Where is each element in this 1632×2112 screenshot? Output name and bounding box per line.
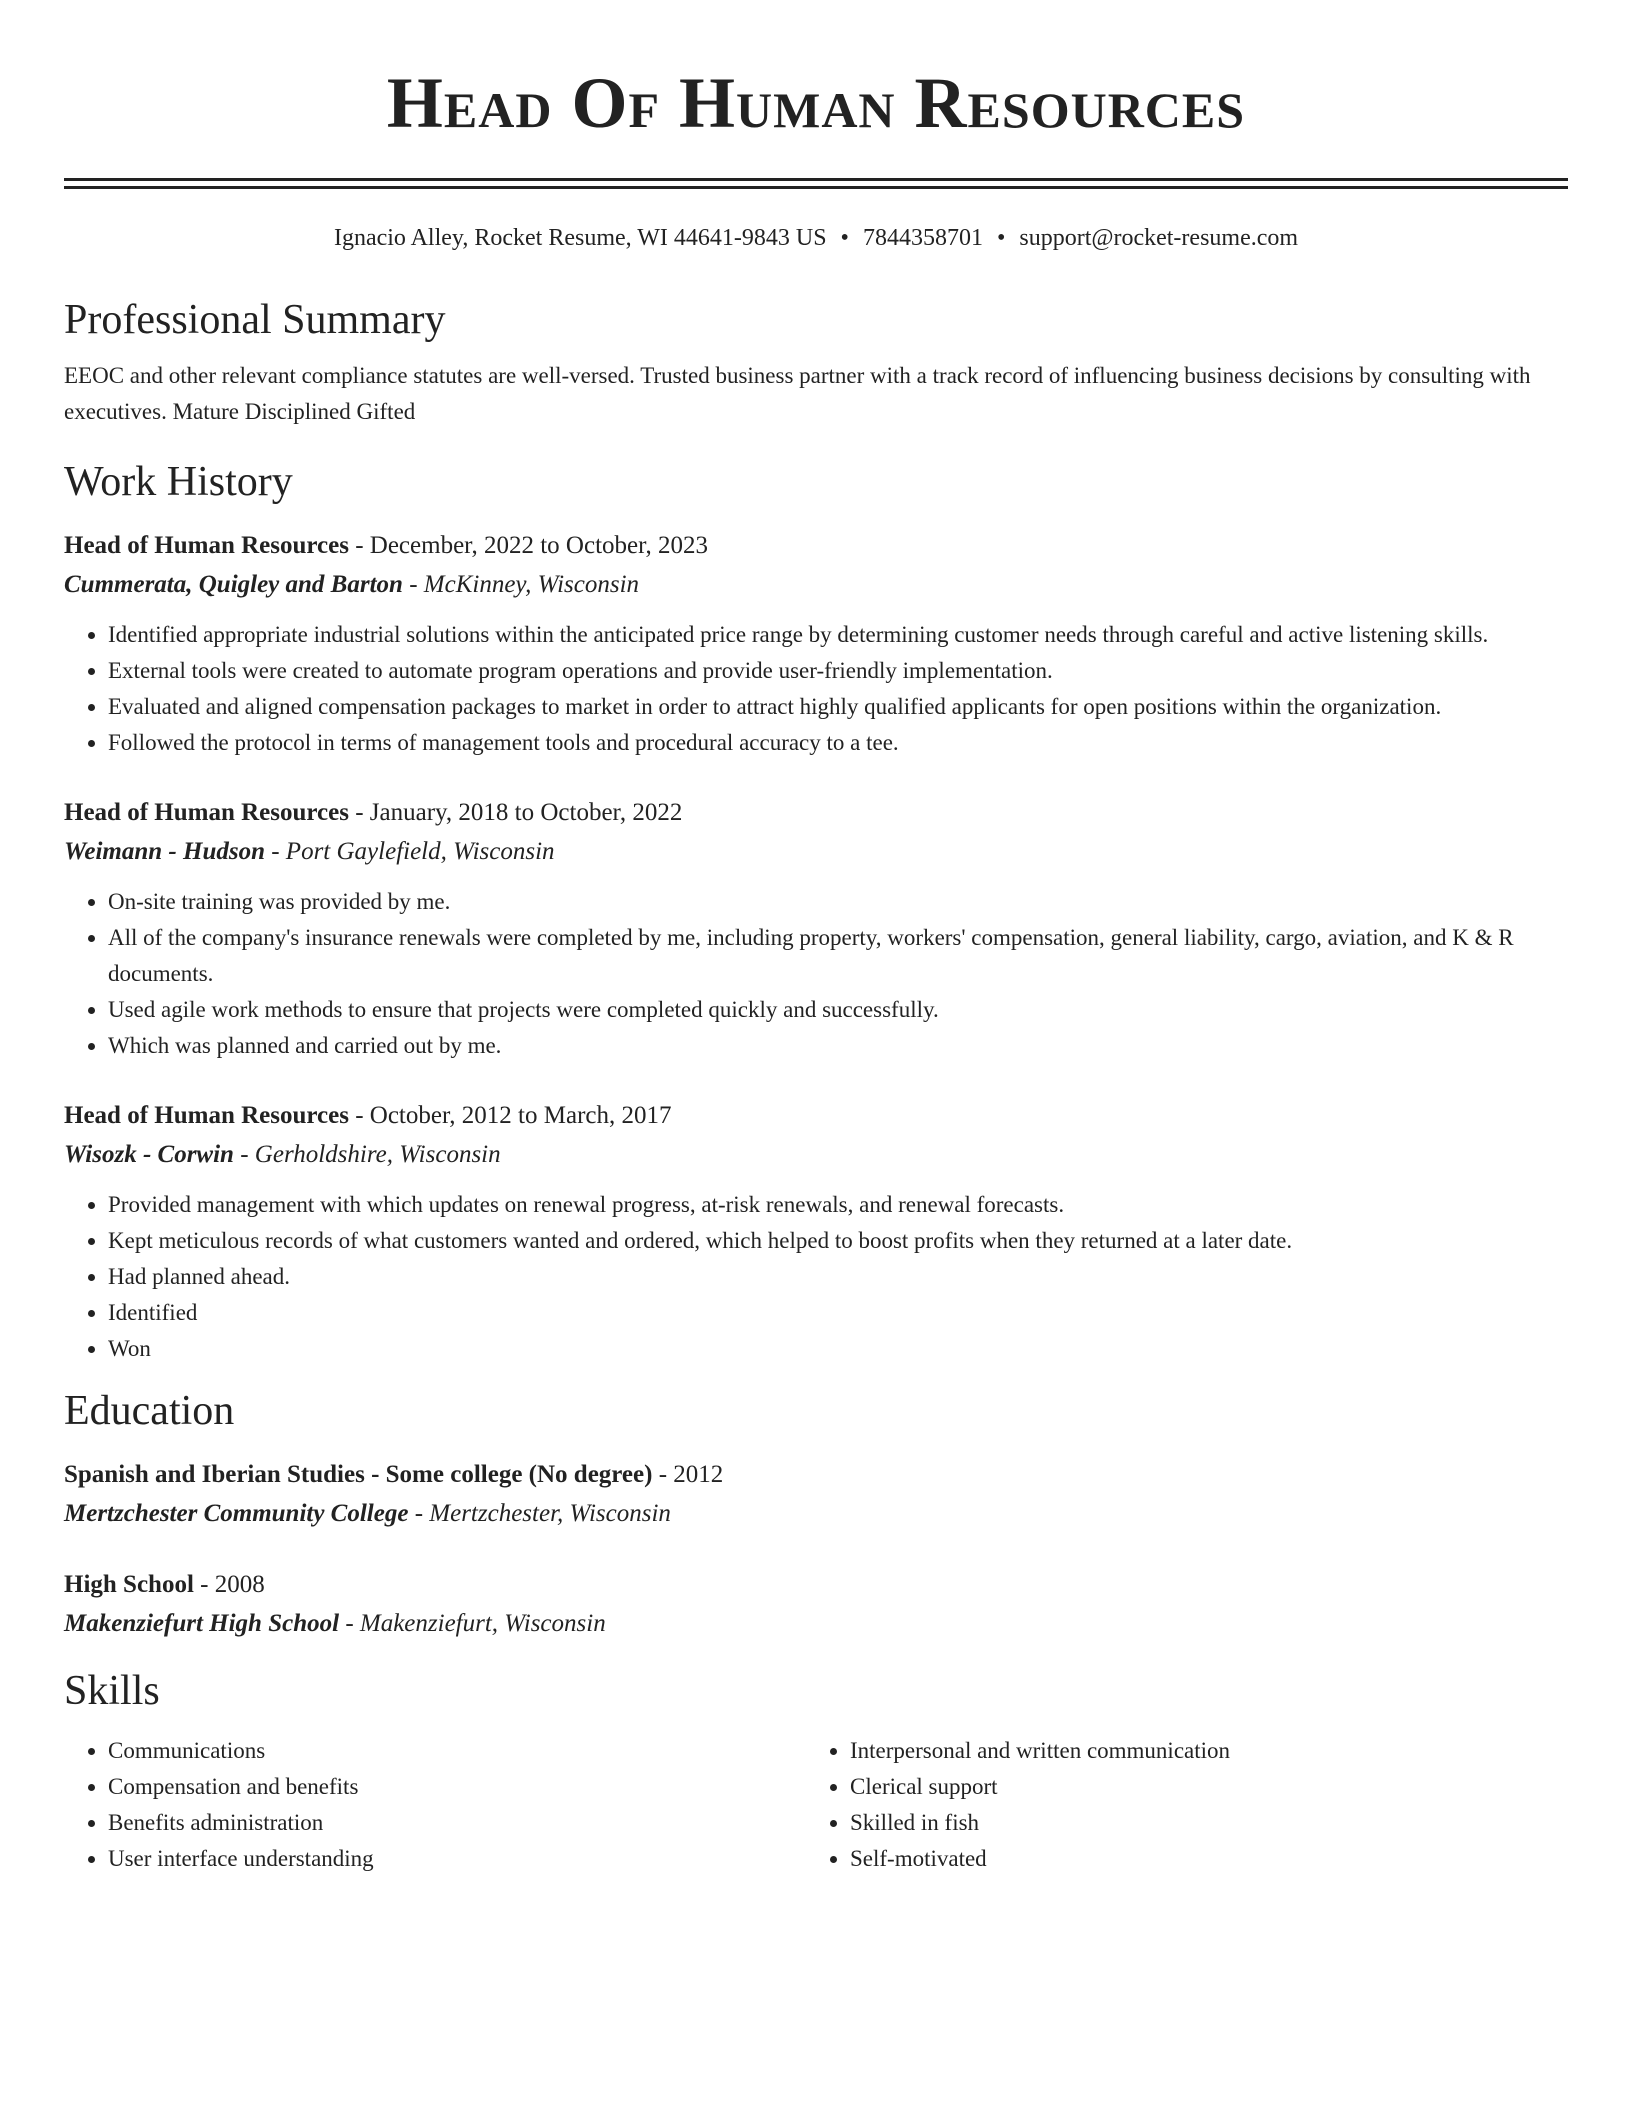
school-line (64, 1494, 1568, 1533)
job-entry (64, 793, 1568, 1064)
skill-item: • Skilled in fish (850, 1805, 1548, 1841)
list-item: • On-site training was provided by me. (108, 884, 1568, 920)
summary-heading: Professional Summary (64, 297, 446, 343)
work-history-section (64, 456, 1568, 1367)
school-line (64, 1604, 1568, 1643)
skill-item: • User interface understanding (108, 1841, 806, 1877)
job-title-line (64, 1096, 1568, 1135)
list-item: • Won (108, 1331, 1568, 1367)
degree-line (64, 1565, 1568, 1604)
job-dates: - December, 2022 to October, 2023 (348, 532, 708, 559)
list-item: • Identified appropriate industrial solutions within the anticipated price range by determining customer needs through careful and active listening skills. (108, 617, 1568, 653)
job-title-line (64, 793, 1568, 832)
job-dates: - January, 2018 to October, 2022 (348, 799, 683, 826)
degree-year: - 2008 (193, 1571, 265, 1598)
skill-item: • Self-motivated (850, 1841, 1548, 1877)
list-item: • Used agile work methods to ensure that projects were completed quickly and successfully. (108, 992, 1568, 1028)
job-dates: - October, 2012 to March, 2017 (348, 1102, 672, 1129)
job-bullets (64, 1187, 1568, 1367)
education-section (64, 1385, 1568, 1643)
education-entry (64, 1455, 1568, 1533)
job-bullets (64, 884, 1568, 1064)
job-title-line (64, 526, 1568, 565)
job-company-line (64, 832, 1568, 871)
job-company: Wisozk - Corwin (64, 1141, 234, 1168)
contact-phone: 7844358701 (862, 225, 983, 251)
degree-name: Spanish and Iberian Studies - Some college (No degree) (64, 1461, 653, 1488)
skills-list-left (64, 1733, 806, 1877)
title-divider (64, 178, 1568, 189)
job-title: Head of Human Resources (64, 1102, 349, 1129)
job-entry (64, 1096, 1568, 1367)
contact-separator: • (840, 225, 849, 251)
school-name: Mertzchester Community College (64, 1500, 409, 1527)
job-title: Head of Human Resources (64, 799, 349, 826)
skill-item: • Interpersonal and written communication (850, 1733, 1548, 1769)
work-history-heading: Work History (64, 459, 293, 505)
skills-heading: Skills (64, 1668, 160, 1714)
job-location: - Port Gaylefield, Wisconsin (264, 838, 555, 865)
school-name: Makenziefurt High School (64, 1610, 340, 1637)
education-heading: Education (64, 1388, 235, 1434)
list-item: • Kept meticulous records of what customers wanted and ordered, which helped to boost profits when they returned at a later date. (108, 1223, 1568, 1259)
contact-email: support@rocket-resume.com (1019, 225, 1299, 251)
summary-text: EEOC and other relevant compliance statutes are well-versed. Trusted business partner with a track record of influencing business decisions by consulting with executives. Mature Disciplined Gifted (64, 363, 1531, 424)
list-item: • Provided management with which updates on renewal progress, at-risk renewals, and renewal forecasts. (108, 1187, 1568, 1223)
summary-section (64, 294, 1568, 430)
job-entry (64, 526, 1568, 761)
resume-title: Head Of Human Resources (386, 63, 1246, 143)
job-company-line (64, 1135, 1568, 1174)
list-item: • Evaluated and aligned compensation packages to market in order to attract highly qualified applicants for open positions within the organization. (108, 689, 1568, 725)
job-location: - McKinney, Wisconsin (402, 571, 640, 598)
job-company: Weimann - Hudson (64, 838, 265, 865)
list-item: • Which was planned and carried out by me. (108, 1028, 1568, 1064)
list-item: • Had planned ahead. (108, 1259, 1568, 1295)
skills-grid (64, 1733, 1568, 1877)
school-location: - Mertzchester, Wisconsin (408, 1500, 671, 1527)
job-company-line (64, 565, 1568, 604)
skill-item: • Benefits administration (108, 1805, 806, 1841)
degree-name: High School (64, 1571, 194, 1598)
contact-line (64, 222, 1568, 254)
job-location: - Gerholdshire, Wisconsin (233, 1141, 501, 1168)
skill-item: • Communications (108, 1733, 806, 1769)
skills-section (64, 1665, 1568, 1877)
job-bullets (64, 617, 1568, 761)
list-item: • All of the company's insurance renewals were completed by me, including property, workers' compensation, general liability, cargo, aviation, and K & R documents. (108, 920, 1568, 992)
education-entry (64, 1565, 1568, 1643)
contact-separator: • (996, 225, 1006, 251)
degree-year: - 2012 (652, 1461, 724, 1488)
contact-address: Ignacio Alley, Rocket Resume, WI 44641-9843 US (333, 225, 827, 251)
skills-list-right (806, 1733, 1548, 1877)
job-title: Head of Human Resources (64, 532, 349, 559)
skill-item: • Clerical support (850, 1769, 1548, 1805)
degree-line (64, 1455, 1568, 1494)
list-item: • External tools were created to automate program operations and provide user-friendly implementation. (108, 653, 1568, 689)
job-company: Cummerata, Quigley and Barton (64, 571, 403, 598)
skill-item: • Compensation and benefits (108, 1769, 806, 1805)
school-location: - Makenziefurt, Wisconsin (339, 1610, 606, 1637)
list-item: • Followed the protocol in terms of management tools and procedural accuracy to a tee. (108, 725, 1568, 761)
list-item: • Identified (108, 1295, 1568, 1331)
